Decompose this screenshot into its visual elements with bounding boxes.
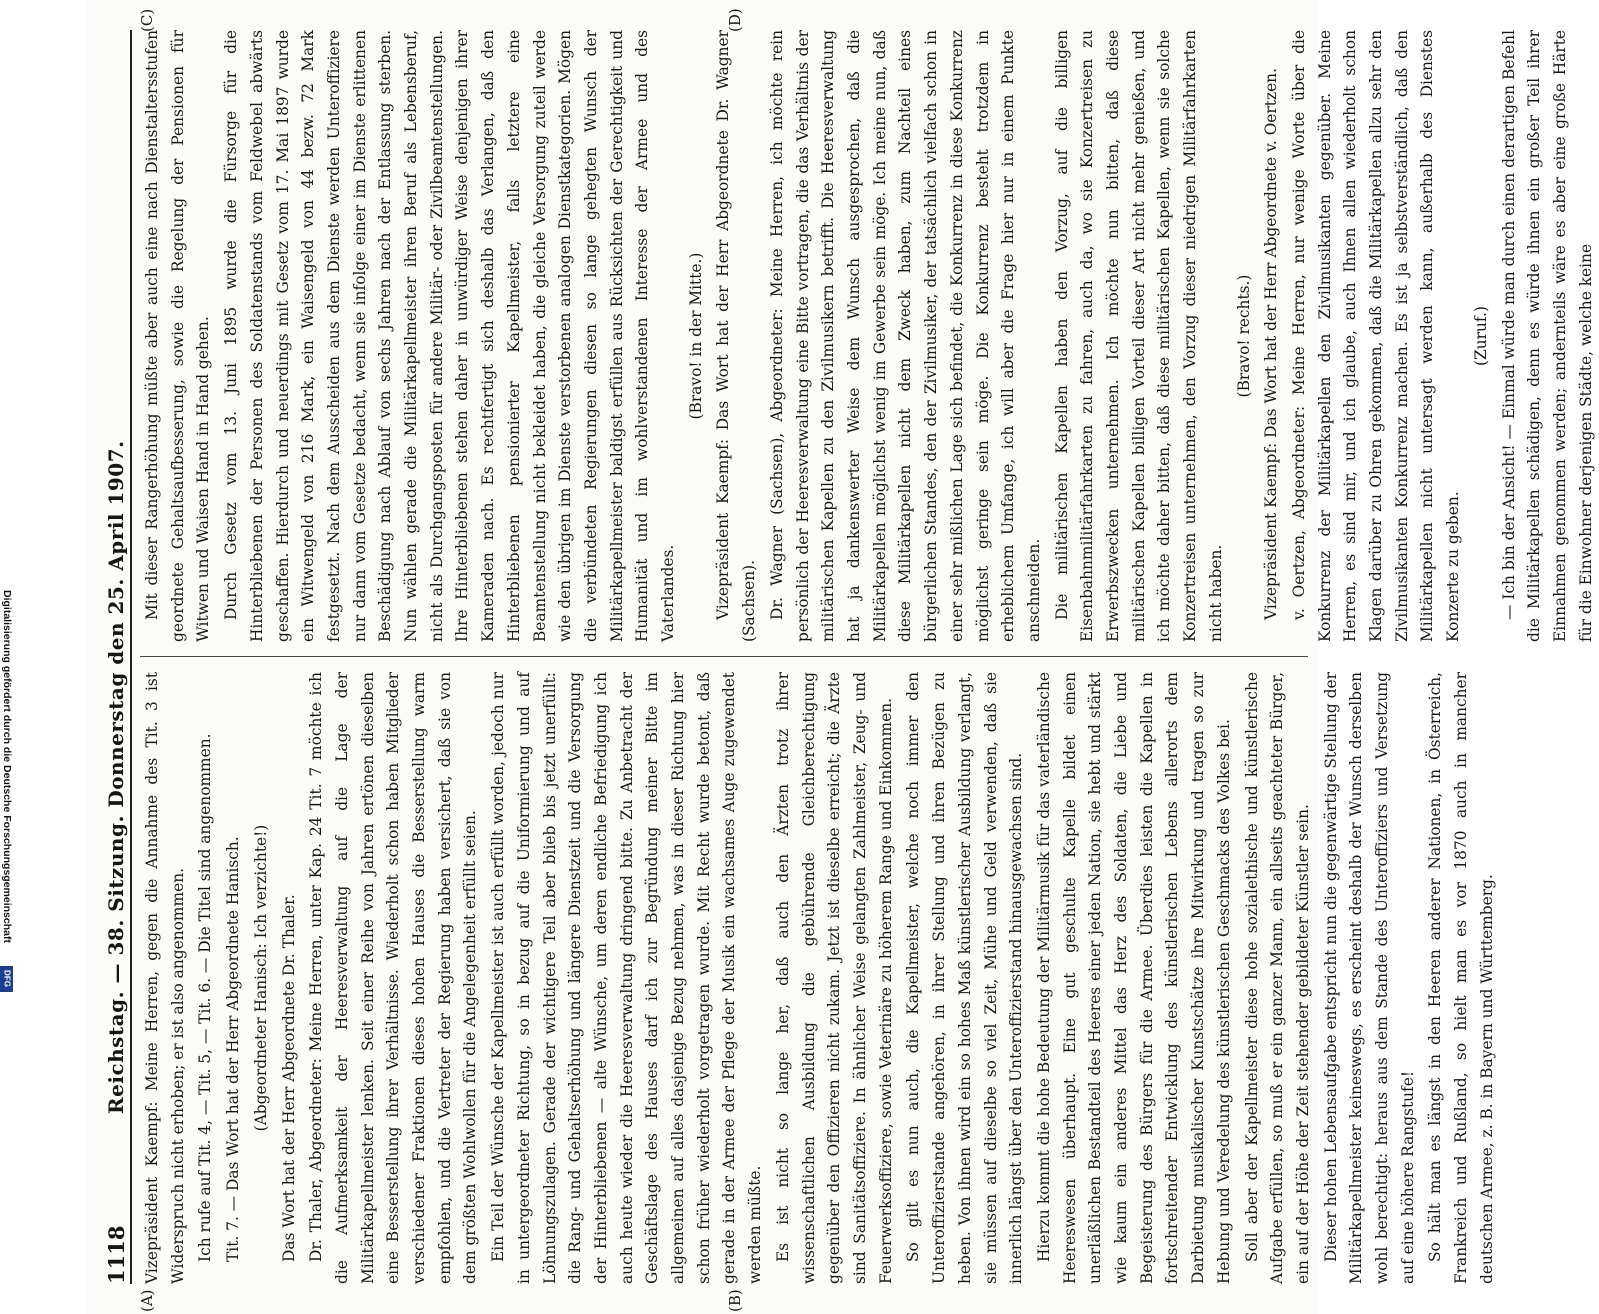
paragraph: Ich rufe auf Tit. 4, — Tit. 5, — Tit. 6. — Die Titel sind angenommen. [196, 733, 215, 1262]
paragraph: Mit dieser Rangerhöhung müßte aber auch eine nach Dienstaltersstufen geordnete Gehaltsaufbesserung, sowie die Regelung der Pensionen für Witwen und Waisen Hand in Hand gehen. [143, 30, 213, 642]
margin-mark-d: (D) [726, 8, 744, 32]
left-column [140, 672, 1496, 1284]
paragraph: Das Wort hat der Herr Abgeordnete Dr. Thaler. [279, 894, 298, 1262]
paragraph: So gilt es nun auch, die Kapellmeister, welche noch immer den Unteroffizierstande angehören, in ihrer Stellung und ihren Bezügen zu heben. Von ihnen wird ein so hohes Maß künstlerischer Ausbildung verlangt, sie müssen auf dieselbe so viel Zeit, Mühe und Geld verwenden, daß sie innerlich längst über den Unteroffizierstand hinausgewachsen sind. [904, 672, 1026, 1284]
scanned-page [86, 0, 1595, 1314]
paragraph: — Ich bin der Ansicht! — Einmal würde man durch einen derartigen Befehl die Militärkapellen schädigen, denn es würde ihnen ein großer Teil ihrer Einnahmen genommen werden; andernteils wäre es aber eine große Härte für die Einwohner derjenigen Städte, welche keine [1499, 30, 1595, 642]
right-column [140, 30, 1595, 642]
margin-mark-a: (A) [138, 1289, 156, 1312]
paragraph: (Bravo! rechts.) [1234, 274, 1253, 398]
paragraph: Vizepräsident Kaempf: Das Wort hat der Herr Abgeordnete Dr. Wagner (Sachsen). [714, 30, 759, 642]
paragraph: Vizepräsident Kaempf: Das Wort hat der Herr Abgeordnete v. Oertzen. [1262, 68, 1281, 620]
paragraph: Durch Gesetz vom 13. Juni 1895 wurde die Fürsorge für die Hinterbliebenen der Personen des Soldatenstands vom Feldwebel abwärts geschaffen. Hierdurch und neuerdings mit Gesetz vom 17. Mai 1897 wurde ein Witwengeld von 216 Mark, ein Waisengeld von 44 bezw. 72 Mark festgesetzt. Nach dem Ausscheiden aus dem Dienste werden Unteroffiziere nur dann vom Gesetze bedacht, wenn sie infolge einer im Dienste erlittenen Beschädigung nach Ablauf von sechs Jahren nach der Entlassung sterben. Nun wählen gerade die Militärkapellmeister ihren Beruf als Lebensberuf, nicht als Durchgangsposten für andere Militär- oder Zivilbeamtenstellungen. Ihre Hinterbliebenen stehen daher in unwürdiger Weise denjenigen ihrer Kameraden nach. Es rechtfertigt sich deshalb das Verlangen, daß den Hinterbliebenen pensionierter Kapellmeister, falls letztere eine Beamtenstellung nicht bekleidet haben, die gleiche Versorgung zuteil werde wie den übrigen im Dienste verstorbenen analogen Dienstkategorien. Mögen die verbündeten Regierungen diesen so lange gehegten Wunsch der Militärkapellmeister baldigst erfüllen aus Rücksichten der Gerechtigkeit und Humanität und im wohlverstandenen Interesse der Armee und des Vaterlandes. [222, 30, 678, 642]
digitization-credit [0, 0, 14, 1000]
paragraph: Soll aber der Kapellmeister diese hohe sozialethische und künstlerische Aufgabe erfüllen, so muß er ein ganzer Mann, ein allseits geachteter Bürger, ein auf der Höhe der Zeit stehender gebildeter Künstler sein. [1242, 672, 1312, 1284]
paragraph: (Bravo! in der Mitte.) [686, 252, 705, 420]
header-rule [130, 30, 132, 1284]
paragraph: Hierzu kommt die hohe Bedeutung der Militärmusik für das vaterländische Heereswesen überhaupt. Eine gut geschulte Kapelle bildet einen unerläßlichen Bestandteil des Heeres einer jeden Nation, sie hebt und stärkt wie kaum ein anderes Mittel das Herz des Soldaten, die Liebe und Begeisterung des Bürgers für die Armee. Überdies leisten die Kapellen in fortschreitender Entwicklung des künstlerischen Lebens allerorts dem Darbietung musikalischer Kunstschätze ihre Mitwirkung und tragen so zur Hebung und Veredelung des künstlerischen Geschmacks des Volkes bei. [1034, 672, 1233, 1284]
paragraph: Dr. Wagner (Sachsen), Abgeordneter: Meine Herren, ich möchte rein persönlich der Heeresverwaltung eine Bitte vortragen, die das Verhältnis der militärischen Kapellen zu den Zivilmusikern betrifft. Die Heeresverwaltung hat ja dankenswerter Weise dem Wunsch ausgesprochen, daß die Militärkapellen möglichst wenig im Gewerbe sein möge. Ich meine nun, daß diese Militärkapellen nicht dem Zweck haben, zum Nachteil eines bürgerlichen Standes, den der Zivilmusiker, der tatsächlich vielfach schon in einer sehr mißlichen Lage sich befindet, die Konkurrenz in diese Konkurrenz möglichst geringe sein möge. Die Konkurrenz besteht trotzdem in erheblichem Umfange, ich will aber die Frage hier nur in einem Punkte anschneiden. [767, 30, 1043, 642]
margin-mark-b: (B) [726, 1289, 744, 1312]
paragraph: Dieser hohen Lebensaufgabe entspricht nun die gegenwärtige Stellung der Militärkapellmeister keineswegs, es erscheint deshalb der Wunsch derselben wohl berechtigt: heraus aus dem Stande des Unteroffiziers und Versetzung auf eine höhere Rangstufe! [1321, 672, 1417, 1284]
paragraph: Die militärischen Kapellen haben den Vorzug, auf die billigen Eisenbahnmilitärfahrkarten zu fahren, auch da, wo sie Konzertreisen zu Erwerbszwecken unternehmen. Ich möchte nun bitten, daß diese militärischen Kapellen billigen Vorteil dieser Art nicht mehr genießen, und ich möchte daher bitten, daß diese militärischen Kapellen, wenn sie solche Konzertreisen unternehmen, den Vorzug dieser niedrigen Militärfahrkarten nicht haben. [1052, 30, 1225, 642]
running-head: Reichstag. — 38. Sitzung. Donnerstag den 25. April 1907. [104, 440, 128, 1114]
paragraph: So hält man es längst in den Heeren anderer Nationen, in Österreich, Frankreich und Rußland, so hielt man es vor 1870 auch in mancher deutschen Armee, z. B. in Bayern und Württemberg. [1426, 672, 1496, 1284]
page-number: 1118 [104, 1225, 129, 1284]
paragraph: Es ist nicht so lange her, daß auch den Ärzten trotz ihrer wissenschaftlichen Ausbildung die gebührende Gleichberechtigung gegenüber den Offizieren nicht zukam. Jetzt ist dieselbe erreicht; die Ärzte sind Sanitätsoffiziere. In ähnlicher Weise gelangten Zahlmeister, Zeug- und Feuerwerksoffiziere, sowie Veterinäre zu höherem Range und Einkommen. [773, 672, 895, 1284]
paragraph: v. Oertzen, Abgeordneter: Meine Herren, nur wenige Worte über die Konkurrenz der Militärkapellen den Zivilmusikanten gegenüber. Meine Herren, es sind mir, und ich glaube, auch Ihnen allen wiederholt schon Klagen darüber zu Ohren gekommen, daß die Militärkapellen allzu sehr den Zivilmusikanten Konkurrenz machen. Es ist ja selbstverständlich, daß den Militärkapellen nicht untersagt werden kann, außerhalb des Dienstes Konzerte zu geben. [1289, 30, 1463, 642]
margin-mark-c: (C) [138, 8, 156, 32]
paragraph: Ein Teil der Wünsche der Kapellmeister ist auch erfüllt worden, jedoch nur in untergeordneter Richtung, so in bezug auf die Uniformierung und auf Löhnungszulagen. Gerade der wichtigere Teil aber blieb bis jetzt unerfüllt: die Rang- und Gehaltserhöhung und längere Dienstzeit und die Versorgung der Hinterbliebenen — alte Wünsche, um deren endliche Befriedigung ich auch heute wieder die Heeresverwaltung dringend bitte. Zu Anbetracht der Geschäftslage des Hauses darf ich zur Begründung meiner Bitte im allgemeinen auf alles dasjenige Bezug nehmen, was in dieser Richtung hier schon früher wiederholt vorgetragen wurde. Mit Recht wurde betont, daß gerade in der Armee der Pflege der Musik ein wachsames Auge zugewendet werden müßte. [489, 672, 765, 1284]
paragraph: (Zuruf.) [1471, 306, 1490, 366]
paragraph: Vizepräsident Kaempf: Meine Herren, gegen die Annahme des Tit. 3 ist Widerspruch nicht erhoben; er ist also angenommen. [143, 672, 187, 1284]
paragraph: Dr. Thaler, Abgeordneter: Meine Herren, unter Kap. 24 Tit. 7 möchte ich die Aufmerksamkeit der Heeresverwaltung auf die Lage der Militärkapellmeister lenken. Seit einer Reihe von Jahren ertönen dieselben eine Besserstellung ihrer Verhältnisse. Wiederholt schon haben Mitglieder verschiedener Fraktionen dieses hohen Hauses die Besserstellung warm empfohlen, und die Vertreter der Regierung haben versichert, daß sie von dem größten Wohlwollen für die Angelegenheit erfüllt seien. [307, 672, 480, 1284]
dfg-logo: DFG [0, 966, 13, 992]
column-divider [140, 656, 1308, 657]
paragraph: (Abgeordneter Hanisch: Ich verzichte!) [251, 824, 270, 1132]
paragraph: Tit. 7. — Das Wort hat der Herr Abgeordnete Hanisch. [224, 836, 243, 1262]
credit-text: Digitalisierung gefördert durch die Deutsche Forschungsgemeinschaft [1, 590, 13, 943]
